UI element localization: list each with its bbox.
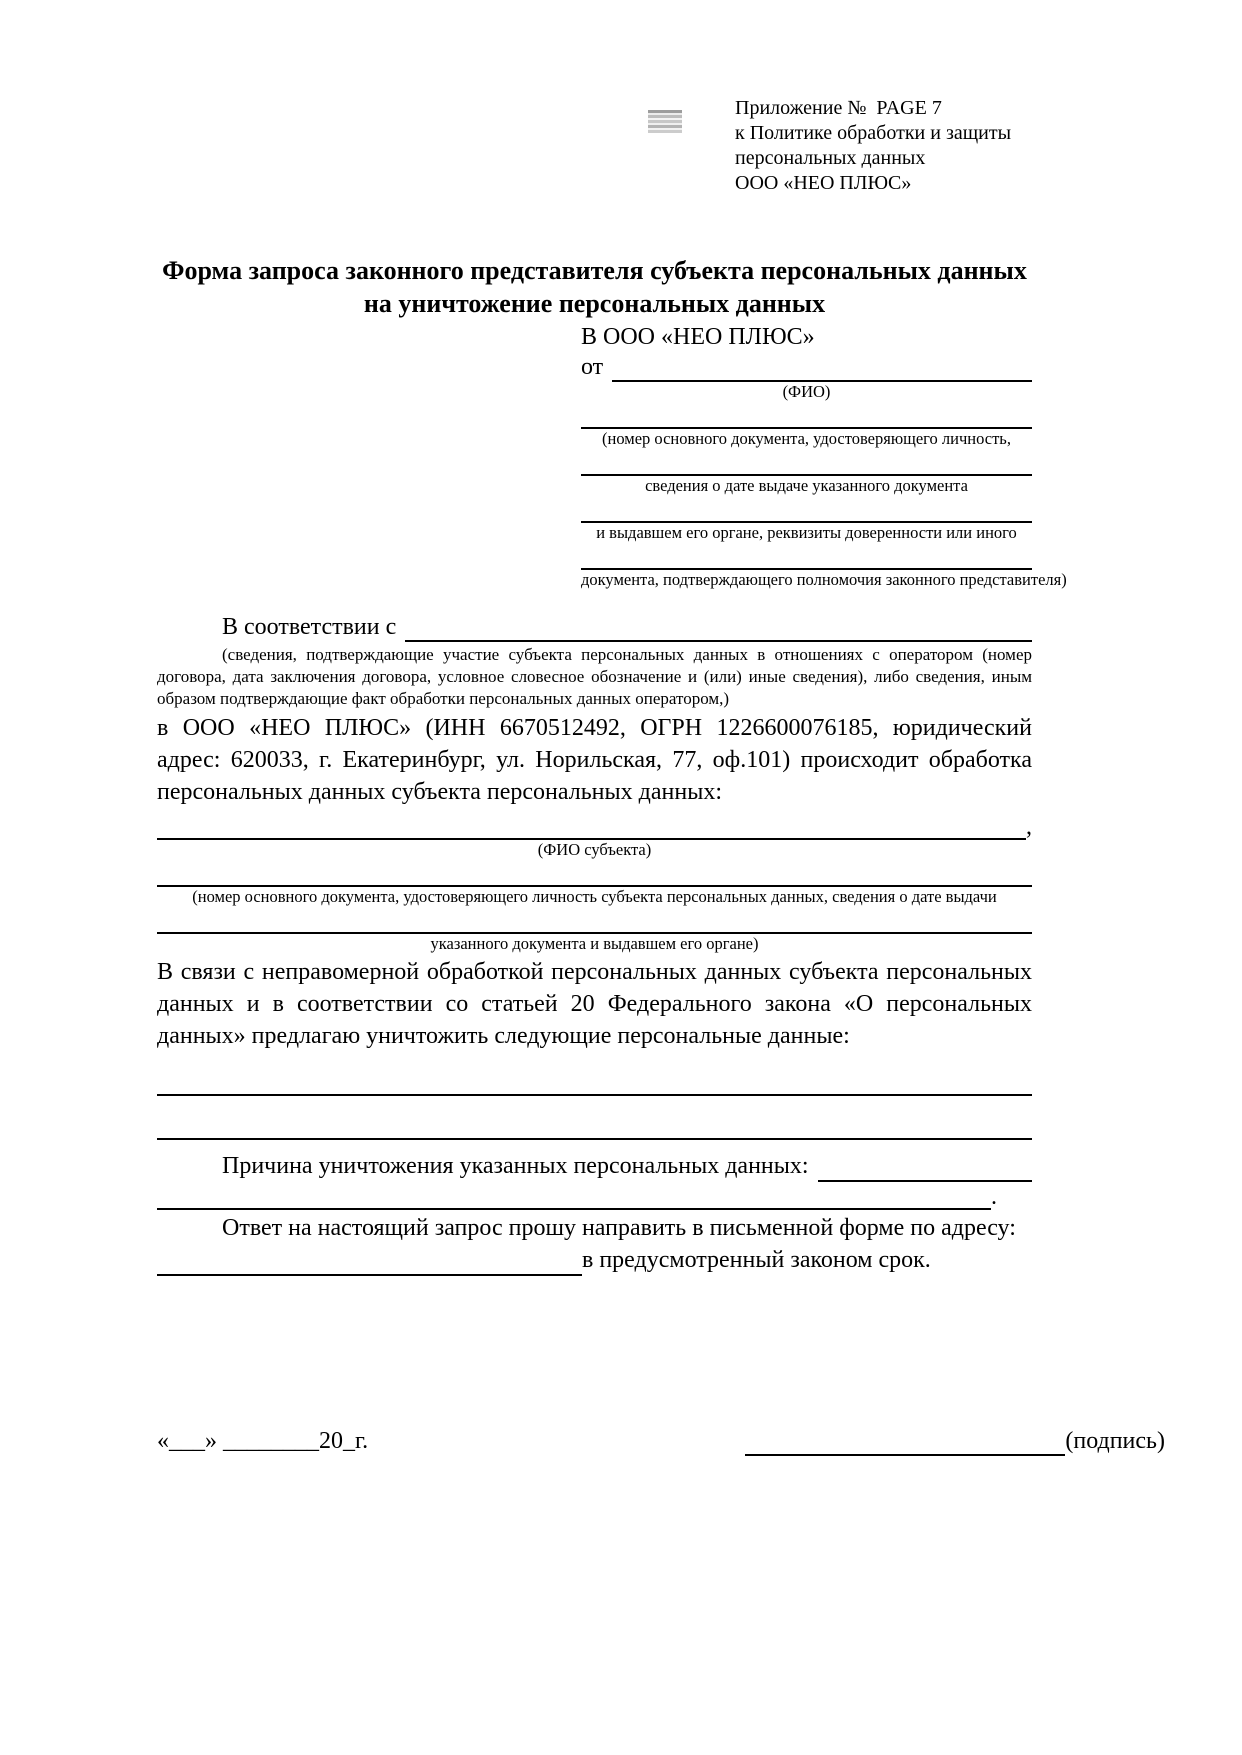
data-to-destroy-blank-line-1[interactable] [157,1052,1032,1096]
issue-date-caption: сведения о дате выдаче указанного документа [645,476,968,495]
from-row [581,352,1032,382]
operator-paragraph: в ООО «НЕО ПЛЮС» (ИНН 6670512492, ОГРН 1226600076185, юридический адрес: 620033, г. Екатеринбург, ул. Норильская, 77, оф.101) происходит обработка персональных данных субъекта персональных данных: [157,715,1032,805]
appendix-company-line: ООО «НЕО ПЛЮС» [735,172,912,194]
accordance-blank-line[interactable] [405,616,1032,642]
document-issue-date-blank-line[interactable] [581,449,1032,476]
appendix-header [735,96,1035,196]
accordance-row [157,612,1032,642]
appendix-policy-line: к Политике обработки и защиты [735,122,1012,144]
document-title [157,254,1032,320]
issuing-authority-caption: и выдавшем его органе, реквизиты доверенности или иного [596,523,1017,542]
reason-label: Причина уничтожения указанных персональных данных: [222,1153,809,1179]
issuing-authority-blank-line[interactable] [581,496,1032,523]
appendix-policy-line-2: персональных данных [735,147,926,169]
reason-blank-line[interactable] [818,1156,1032,1182]
reply-address-blank-line[interactable] [157,1250,582,1276]
subject-fio-row [157,814,1032,840]
subject-document-blank-line[interactable] [157,860,1032,887]
representative-document-number-blank-line[interactable] [581,402,1032,429]
subject-fio-blank-line[interactable] [157,814,1026,840]
authority-document-caption: документа, подтверждающего полномочия законного представителя) [581,570,1067,589]
reply-tail-text: в предусмотренный законом срок. [582,1247,931,1273]
representative-fio-blank-line[interactable] [612,356,1032,382]
subject-document-caption: (номер основного документа, удостоверяющего личность субъекта персональных данных, сведения о дате выдачи [192,887,997,906]
appendix-number-line: Приложение № PAGE 7 [735,97,942,119]
addressee-block [581,322,1067,590]
date-signature-row [157,1426,1165,1456]
reason-continuation-row [157,1184,997,1210]
data-to-destroy-blank-line-2[interactable] [157,1096,1032,1140]
document-number-caption: (номер основного документа, удостоверяющего личность, [602,429,1011,448]
signature-blank-line[interactable] [745,1430,1065,1456]
destruction-request-paragraph: В связи с неправомерной обработкой персональных данных субъекта персональных данных и в соответствии со статьей 20 Федерального закона «О персональных данных» предлагаю уничтожить следующие персональные данные: [157,959,1032,1049]
reply-paragraph: Ответ на настоящий запрос прошу направить в письменной форме по адресу: [222,1215,1016,1241]
date-blank-field[interactable]: «___» ________20_г. [157,1428,369,1454]
title-line-1: Форма запроса законного представителя субъекта персональных данных [162,256,1027,285]
signature-block [745,1426,1165,1456]
addressee-to: В ООО «НЕО ПЛЮС» [581,324,815,350]
accordance-label: В соответствии с [222,614,397,640]
reason-period: . [991,1184,997,1210]
subject-authority-caption: указанного документа и выдавшем его органе) [430,934,759,953]
reason-row [157,1150,1032,1182]
reply-address-row [157,1244,1032,1276]
title-line-2: на уничтожение персональных данных [363,289,826,318]
header-row [157,96,1032,198]
field-code-marks-icon [648,110,682,136]
reason-blank-line-2[interactable] [157,1184,991,1210]
subject-authority-blank-line[interactable] [157,907,1032,934]
accordance-footnote: (сведения, подтверждающие участие субъекта персональных данных в отношениях с оператором (номер договора, дата заключения договора, условное словесное обозначение и (или) иные сведения), либо сведения, иным образом подтверждающие факт обработки персональных данных оператором,) [157,645,1032,708]
authority-document-blank-line[interactable] [581,543,1032,570]
signature-caption: (подпись) [1065,1428,1165,1454]
subject-fio-comma: , [1026,814,1032,840]
subject-fio-caption: (ФИО субъекта) [537,840,652,859]
fio-caption: (ФИО) [782,382,831,401]
from-label: от [581,354,604,380]
